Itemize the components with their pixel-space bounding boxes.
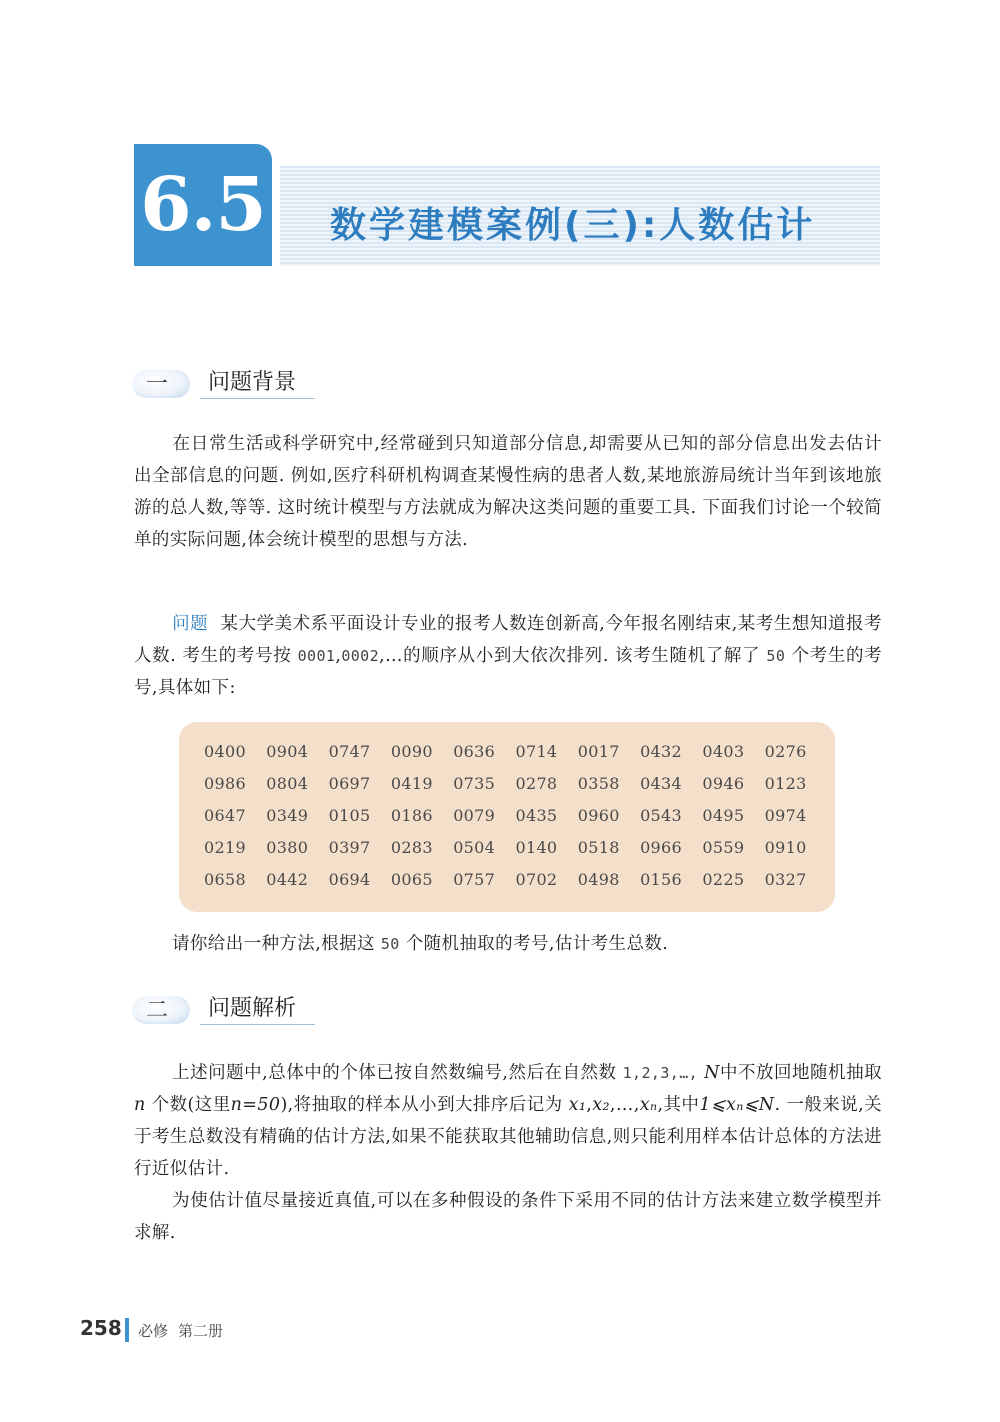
number-cell: 0017 (577, 742, 620, 761)
problem-count: 50 (766, 647, 786, 665)
number-cell: 0910 (764, 838, 807, 857)
section-1-underline (200, 398, 315, 399)
background-paragraph (134, 428, 882, 556)
number-cell: 0400 (204, 742, 246, 761)
analysis-text-d: ),将抽取的样本从小到大排序后记为 (280, 1095, 563, 1115)
problem-paragraph (134, 608, 882, 704)
question-text-1: 请你给出一种方法,根据这 (172, 934, 375, 954)
number-cell: 0327 (764, 870, 807, 889)
number-cell: 0636 (453, 742, 496, 761)
number-cell: 0442 (266, 870, 309, 889)
number-cell: 0435 (515, 806, 558, 825)
footer-divider (125, 1318, 129, 1342)
analysis-paragraph-2 (134, 1185, 882, 1249)
analysis-text-c: 个数(这里 (151, 1095, 231, 1115)
problem-code-1: 0001 (297, 647, 336, 665)
page-number: 258 (80, 1316, 122, 1340)
number-cell: 0498 (577, 870, 620, 889)
analysis-n-eq: n=50 (230, 1095, 281, 1115)
number-cell: 0518 (577, 838, 620, 857)
analysis-x2: x₂ (592, 1095, 610, 1115)
analysis-text-a: 上述问题中,总体中的个体已按自然数编号,然后在自然数 (172, 1063, 617, 1083)
number-cell: 0986 (204, 774, 246, 793)
number-cell: 0276 (764, 742, 807, 761)
analysis-seq: 1,2,3,…, (622, 1064, 699, 1082)
number-cell: 0397 (328, 838, 371, 857)
number-cell: 0079 (453, 806, 496, 825)
number-cell: 0702 (515, 870, 558, 889)
section-2-title: 问题解析 (208, 996, 297, 1021)
numbers-table (204, 736, 827, 896)
section-2-underline (200, 1024, 315, 1025)
number-cell: 0946 (702, 774, 745, 793)
problem-sep: , (335, 646, 342, 666)
number-cell: 0358 (577, 774, 620, 793)
footer-volume: 第二册 (178, 1322, 224, 1340)
number-cell: 0543 (640, 806, 682, 825)
section-2-number: 二 (145, 998, 168, 1023)
number-cell: 0140 (515, 838, 558, 857)
question-text-2: 个随机抽取的考号,估计考生总数. (405, 934, 669, 954)
number-cell: 0105 (328, 806, 371, 825)
analysis-text-g: ,其中 (657, 1095, 700, 1115)
number-cell: 0658 (204, 870, 246, 889)
problem-text-2: ,…的顺序从小到大依次排列. 该考生随机了解了 (379, 646, 761, 666)
analysis-xn: xₙ (639, 1095, 658, 1115)
section-number: 6.5 (140, 162, 266, 248)
analysis-text-2: 为使估计值尽量接近真值,可以在多种假设的条件下采用不同的估计方法来建立数学模型并求解. (134, 1191, 882, 1243)
background-text: 在日常生活或科学研究中,经常碰到只知道部分信息,却需要从已知的部分信息出发去估计出全部信息的问题. 例如,医疗科研机构调查某慢性病的患者人数,某地旅游局统计当年到该地旅游的总人数,等等. 这时统计模型与方法就成为解决这类问题的重要工具. 下面我们讨论一个较简单的实际问题,体会统计模型的思想与方法. (134, 434, 882, 550)
number-cell: 0747 (328, 742, 371, 761)
number-cell: 0349 (266, 806, 309, 825)
analysis-text-f: ,…, (609, 1095, 640, 1115)
number-cell: 0495 (702, 806, 745, 825)
number-cell: 0403 (702, 742, 745, 761)
number-cell: 0065 (390, 870, 433, 889)
analysis-inequality: 1⩽xₙ⩽N (699, 1095, 775, 1115)
number-cell: 0647 (204, 806, 246, 825)
number-cell: 0278 (515, 774, 558, 793)
number-cell: 0694 (328, 870, 371, 889)
number-cell: 0283 (390, 838, 433, 857)
question-paragraph (134, 928, 882, 960)
number-cell: 0966 (640, 838, 682, 857)
problem-text-3: 个考生的考号,具体如下: (134, 646, 883, 698)
section-1-title: 问题背景 (208, 370, 297, 395)
number-cell: 0735 (453, 774, 496, 793)
number-cell: 0090 (390, 742, 433, 761)
number-cell: 0432 (640, 742, 682, 761)
number-cell: 0974 (764, 806, 807, 825)
problem-code-2: 0002 (341, 647, 380, 665)
page-title: 数学建模案例(三):人数估计 (330, 205, 816, 246)
question-count: 50 (380, 935, 400, 953)
analysis-text-b: 中不放回地随机抽取 (719, 1063, 882, 1083)
number-cell: 0714 (515, 742, 558, 761)
number-cell: 0697 (328, 774, 371, 793)
number-cell: 0156 (640, 870, 682, 889)
number-cell: 0904 (266, 742, 309, 761)
analysis-N: N (704, 1063, 720, 1083)
number-cell: 0960 (577, 806, 620, 825)
analysis-text-h: . 一般来说,关于考生总数没有精确的估计方法,如果不能获取其他辅助信息,则只能利用样本估计总体的方法进行近似估计. (134, 1095, 883, 1179)
problem-text-1: 某大学美术系平面设计专业的报考人数连创新高,今年报名刚结束,某考生想知道报考人数. 考生的考号按 (134, 614, 882, 666)
number-cell: 0504 (453, 838, 496, 857)
number-cell: 0434 (640, 774, 682, 793)
analysis-paragraph-1 (134, 1057, 882, 1185)
analysis-text-e: , (586, 1095, 593, 1115)
number-cell: 0419 (390, 774, 433, 793)
number-cell: 0225 (702, 870, 745, 889)
analysis-x1: x₁ (568, 1095, 587, 1115)
number-cell: 0186 (390, 806, 433, 825)
analysis-n: n (134, 1095, 146, 1115)
number-cell: 0559 (702, 838, 745, 857)
number-cell: 0123 (764, 774, 807, 793)
number-cell: 0380 (266, 838, 309, 857)
problem-label: 问题 (172, 614, 209, 634)
footer-book: 必修 (138, 1322, 169, 1340)
section-1-number: 一 (145, 372, 168, 397)
number-cell: 0219 (204, 838, 246, 857)
number-cell: 0804 (266, 774, 309, 793)
number-cell: 0757 (453, 870, 496, 889)
